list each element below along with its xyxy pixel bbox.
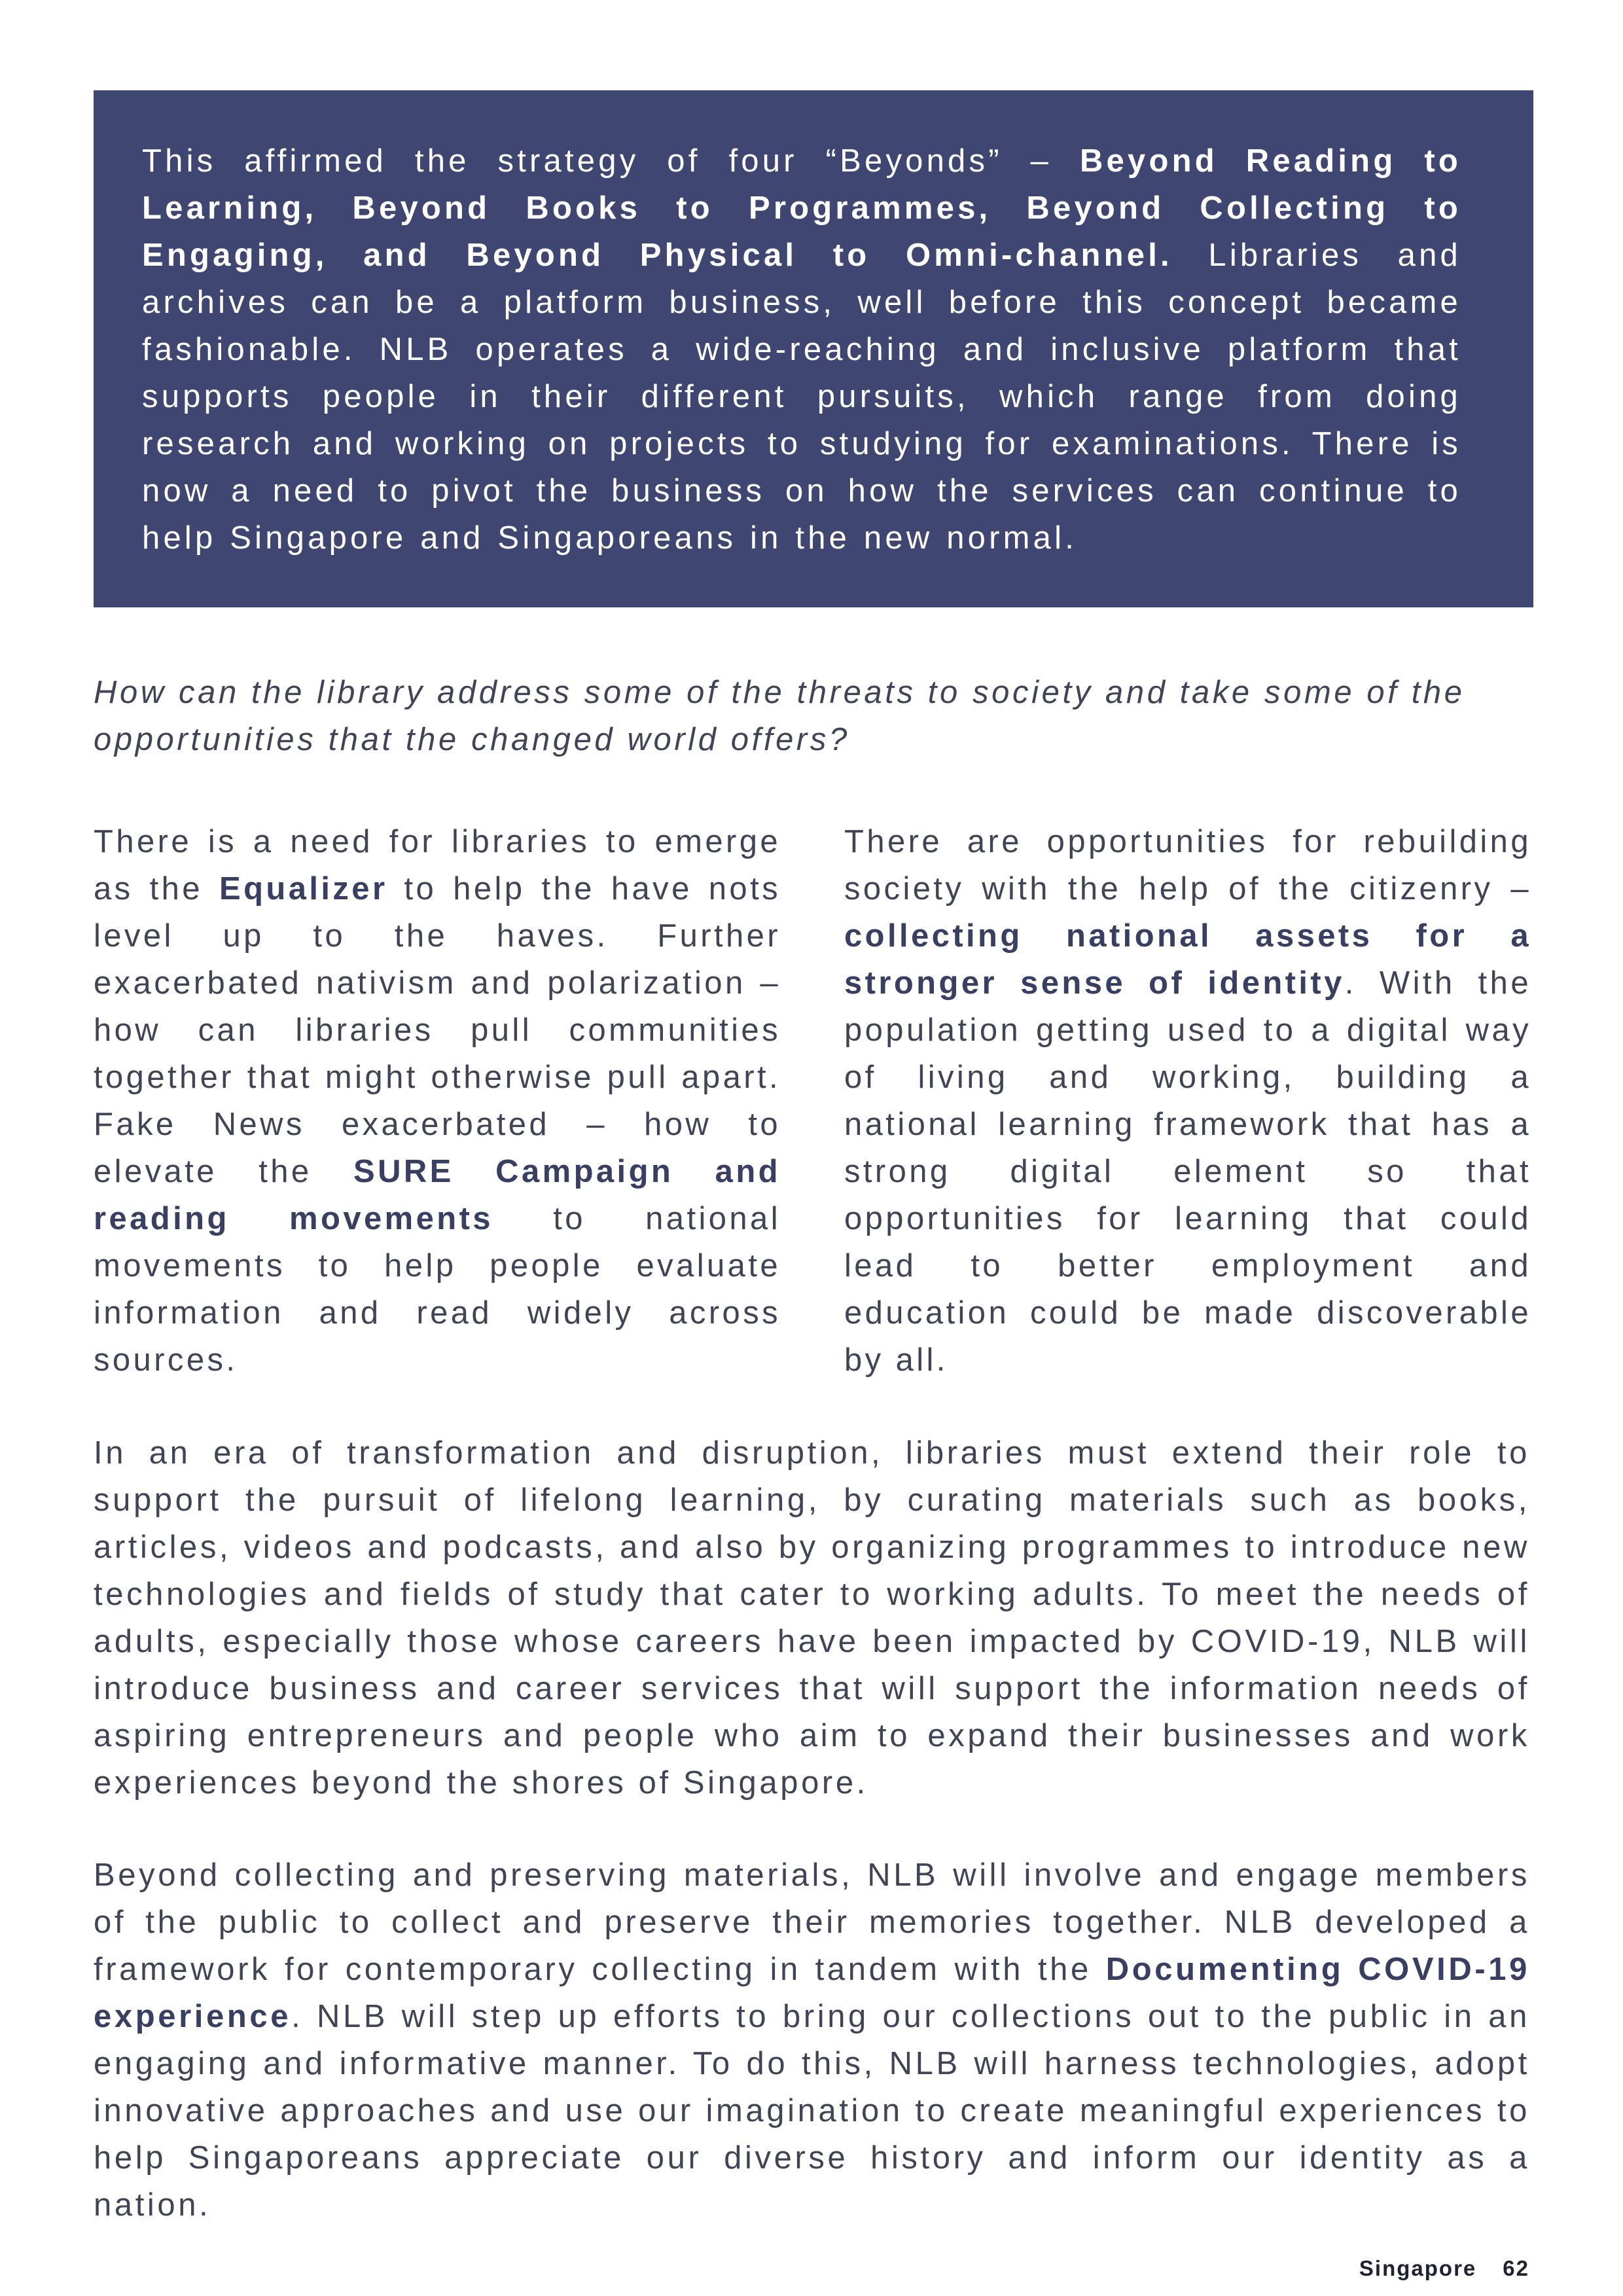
left-text-1: There is a need for libraries to emerge as the: [94, 824, 781, 906]
section-question: How can the library address some of the threats to society and take some of the opportunities that the changed world offers?: [94, 675, 1465, 757]
callout-rest: Libraries and archives can be a platform business, well before this concept became fashionable. NLB operates a wide-reaching and inclusive platform that supports people in their different pursuits, which range from doing research and working on projects to studying for examinations. There is now a need to pivot the business on how the services can continue to help Singapore and Singaporeans in the new normal.: [142, 238, 1461, 556]
footer-country: Singapore: [1359, 2256, 1477, 2280]
callout-beyonds: Beyond Reading to Learning, Beyond Books to Programmes, Beyond Collecting to Engaging, and Beyond Physical to Omni-channel.: [142, 143, 1461, 273]
left-text-3: to national movements to help people evaluate information and read widely across sources.: [94, 1201, 781, 1378]
page-footer: [1359, 2255, 1529, 2282]
right-bold-national-assets: collecting national assets for a stronger sense of identity: [844, 918, 1531, 1001]
paragraph-lifelong-learning: In an era of transformation and disruption, libraries must extend their role to support the pursuit of lifelong learning, by curating materials such as books, articles, videos and podcasts, and also by organizing programmes to introduce new technologies and fields of study that cater to working adults. To meet the needs of adults, especially those whose careers have been impacted by COVID-19, NLB will introduce business and career services that will support the information needs of aspiring entrepreneurs and people who aim to expand their businesses and work experiences beyond the shores of Singapore.: [94, 1435, 1530, 1801]
right-text-2: . With the population getting used to a digital way of living and working, building a national learning framework that has a strong digital element so that opportunities for learning that could lead to better employment and education could be made discoverable by all.: [844, 965, 1531, 1378]
left-text-2: to help the have nots level up to the haves. Further exacerbated nativism and polarization – how can libraries pull communities together that might otherwise pull apart. Fake News exacerbated – how to elevate the: [94, 871, 781, 1189]
para2-bold-documenting-covid: Documenting COVID-19 experience: [94, 1952, 1530, 2034]
callout-text: [142, 137, 1461, 562]
callout-lead: This affirmed the strategy of four “Beyonds” –: [142, 143, 1080, 179]
right-text-1: There are opportunities for rebuilding society with the help of the citizenry –: [844, 824, 1531, 906]
paragraph-collecting: [94, 1852, 1530, 2229]
para2-text-1: Beyond collecting and preserving materials, NLB will involve and engage members of the public to collect and preserve their memories together. NLB developed a framework for contemporary collecting in tandem with the: [94, 1857, 1530, 1987]
right-column: [844, 818, 1531, 1384]
callout-box: [94, 90, 1533, 607]
para2-text-2: . NLB will step up efforts to bring our collections out to the public in an engaging and informative manner. To do this, NLB will harness technologies, adopt innovative approaches and use our imagination to create meaningful experiences to help Singaporeans appreciate our diverse history and inform our identity as a nation.: [94, 1999, 1530, 2223]
left-column: [94, 818, 781, 1384]
left-bold-sure-campaign: SURE Campaign and reading movements: [94, 1154, 781, 1236]
page-number: 62: [1503, 2256, 1529, 2280]
left-bold-equalizer: Equalizer: [219, 871, 388, 906]
